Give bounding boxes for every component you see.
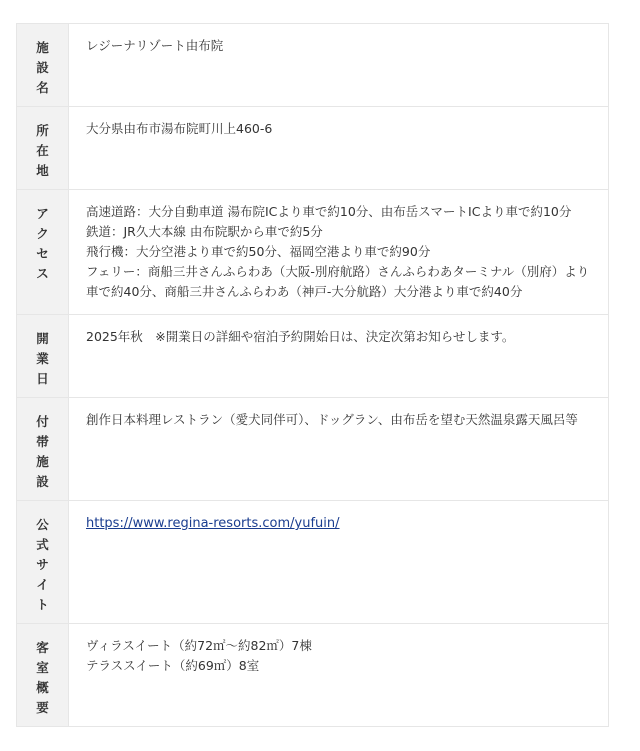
facilities-text: 創作日本料理レストラン（愛犬同伴可）、ドッグラン、由布岳を望む天然温泉露天風呂等	[86, 412, 578, 427]
row-label: 客室概要	[36, 640, 49, 715]
row-value-website	[69, 501, 609, 624]
row-value-name	[69, 24, 609, 107]
address-text: 大分県由布市湯布院町川上460-6	[86, 121, 273, 136]
room-terrace-suite: テラススイート（約69㎡）8室	[86, 658, 260, 673]
row-label: 所在地	[36, 123, 49, 178]
row-value-access	[69, 190, 609, 315]
table-row-address	[17, 107, 609, 190]
access-ferry: フェリー：商船三井さんふらわあ（大阪-別府航路）さんふらわあターミナル（別府）より車で約40分、商船三井さんふらわあ（神戸-大分航路）大分港より車で約40分	[86, 264, 590, 299]
row-header-opening	[17, 315, 69, 398]
row-value-facilities	[69, 398, 609, 501]
row-label: 付帯施設	[36, 414, 49, 489]
row-header-address	[17, 107, 69, 190]
facility-info-table	[16, 23, 609, 727]
row-label: 施設名	[36, 40, 49, 95]
facility-name: レジーナリゾート由布院	[86, 38, 224, 53]
row-value-rooms	[69, 624, 609, 727]
row-header-rooms	[17, 624, 69, 727]
row-label: アクセス	[36, 206, 49, 281]
table-row-website	[17, 501, 609, 624]
opening-text: 2025年秋 ※開業日の詳細や宿泊予約開始日は、決定次第お知らせします。	[86, 329, 515, 344]
table-row-access	[17, 190, 609, 315]
row-header-facilities	[17, 398, 69, 501]
row-header-access	[17, 190, 69, 315]
table-row-rooms	[17, 624, 609, 727]
row-header-website	[17, 501, 69, 624]
row-label: 公式サイト	[36, 517, 49, 612]
row-value-opening	[69, 315, 609, 398]
access-plane: 飛行機：大分空港より車で約50分、福岡空港より車で約90分	[86, 244, 431, 259]
access-train: 鉄道：JR久大本線 由布院駅から車で約5分	[86, 224, 323, 239]
row-value-address	[69, 107, 609, 190]
table-row-name	[17, 24, 609, 107]
official-site-link[interactable]: https://www.regina-resorts.com/yufuin/	[86, 516, 340, 531]
room-villa-suite: ヴィラスイート（約72㎡～約82㎡）7棟	[86, 638, 312, 653]
table-row-facilities	[17, 398, 609, 501]
row-label: 開業日	[36, 331, 49, 386]
table-row-opening	[17, 315, 609, 398]
access-highway: 高速道路：大分自動車道 湯布院ICより車で約10分、由布岳スマートICより車で約10分	[86, 204, 572, 219]
row-header-name	[17, 24, 69, 107]
